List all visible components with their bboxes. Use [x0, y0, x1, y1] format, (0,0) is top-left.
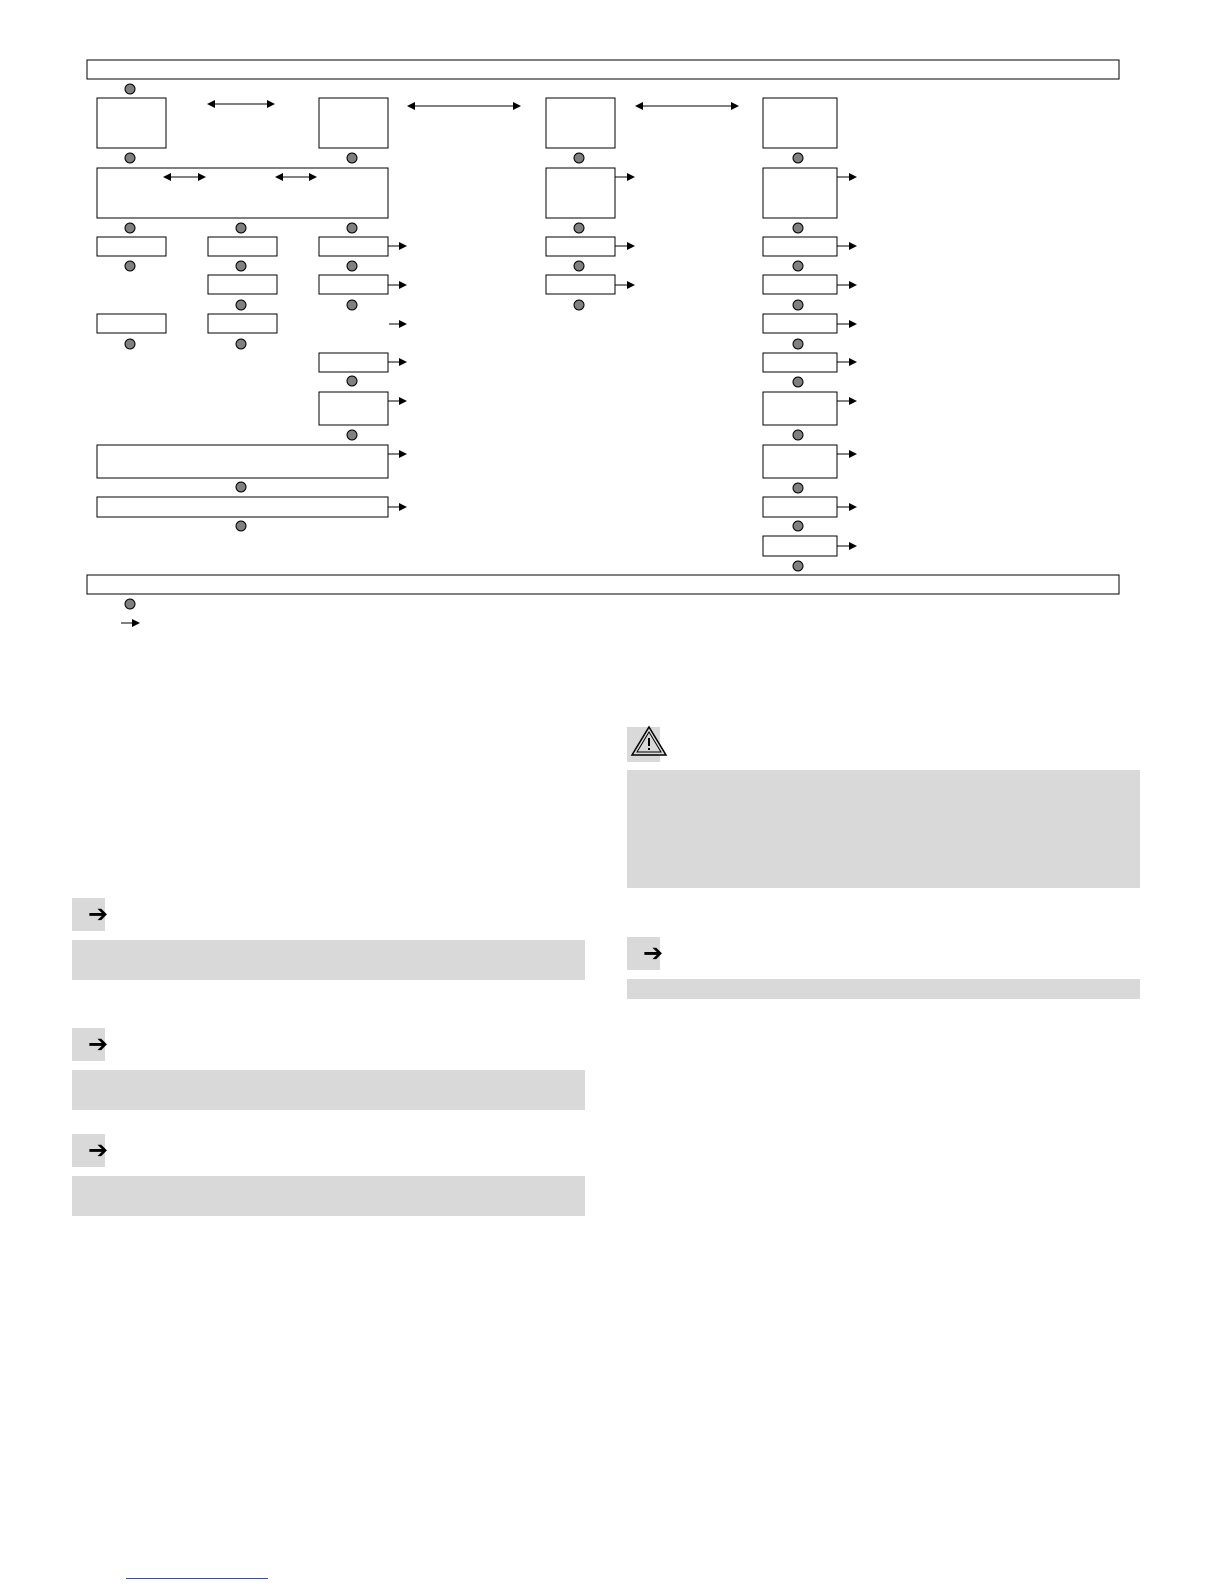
menu-box [97, 497, 388, 517]
node-dot [793, 261, 803, 271]
node-dot [793, 377, 803, 387]
node-dot [347, 153, 357, 163]
menu-box [208, 237, 277, 256]
node-dot [236, 261, 246, 271]
menu-box [763, 353, 837, 372]
node-dot [125, 84, 135, 94]
node-dot [793, 521, 803, 531]
right-arrow-icon: ➔ [88, 1136, 109, 1164]
note-body [72, 1176, 585, 1216]
node-dot [347, 261, 357, 271]
right-arrow-icon: ➔ [643, 939, 664, 967]
menu-box [319, 98, 388, 148]
menu-box [319, 392, 388, 425]
diagram-footer-bar [87, 575, 1119, 594]
menu-box [546, 98, 615, 148]
right-arrow-icon: ➔ [88, 1030, 109, 1058]
menu-box [97, 445, 388, 478]
menu-box [97, 98, 166, 148]
node-dot [347, 300, 357, 310]
node-dot [793, 430, 803, 440]
node-dot [236, 521, 246, 531]
menu-box [208, 275, 277, 294]
node-dot [125, 599, 135, 609]
node-dot [574, 261, 584, 271]
node-dot [236, 339, 246, 349]
note-body [72, 1070, 585, 1110]
note-arrow-icon [72, 1134, 109, 1167]
node-dot [125, 261, 135, 271]
node-dot [793, 300, 803, 310]
note-arrow-icon [627, 937, 664, 970]
menu-box [763, 314, 837, 333]
node-dot [793, 153, 803, 163]
node-dot [793, 339, 803, 349]
note-body [627, 979, 1140, 999]
menu-box [97, 314, 166, 333]
node-dot [347, 430, 357, 440]
menu-box [763, 497, 837, 517]
right-arrow-icon: ➔ [88, 900, 109, 928]
menu-box [319, 275, 388, 294]
menu-box [97, 237, 166, 256]
menu-box [319, 237, 388, 256]
node-dot [236, 223, 246, 233]
menu-box [763, 275, 837, 294]
menu-box [208, 314, 277, 333]
node-dot [125, 223, 135, 233]
note-arrow-icon [72, 1028, 109, 1061]
note-arrow-icon [72, 898, 109, 931]
node-dot [125, 153, 135, 163]
warning-note-body [627, 770, 1140, 888]
node-dot [125, 339, 135, 349]
diagram-header-bar [87, 60, 1119, 79]
note-body [72, 940, 585, 980]
node-dot [236, 300, 246, 310]
warning-triangle-icon [629, 725, 669, 757]
node-dot [574, 153, 584, 163]
node-dot [793, 483, 803, 493]
node-dot [347, 223, 357, 233]
menu-box [763, 168, 837, 218]
node-dot [574, 223, 584, 233]
menu-box [97, 168, 388, 218]
menu-box [763, 98, 837, 148]
node-dot [574, 300, 584, 310]
menu-box [546, 168, 615, 218]
node-dot [236, 482, 246, 492]
menu-box [546, 275, 615, 294]
menu-box [763, 445, 837, 478]
menu-box [763, 536, 837, 556]
node-dot [347, 376, 357, 386]
menu-box [546, 237, 615, 256]
menu-box [319, 353, 388, 372]
menu-box [763, 237, 837, 256]
menu-flow-diagram [0, 0, 1224, 680]
node-dot [793, 561, 803, 571]
footer-link-underline[interactable] [126, 1578, 268, 1579]
node-dot [793, 223, 803, 233]
menu-box [763, 392, 837, 425]
warning-icon-box [627, 727, 660, 762]
